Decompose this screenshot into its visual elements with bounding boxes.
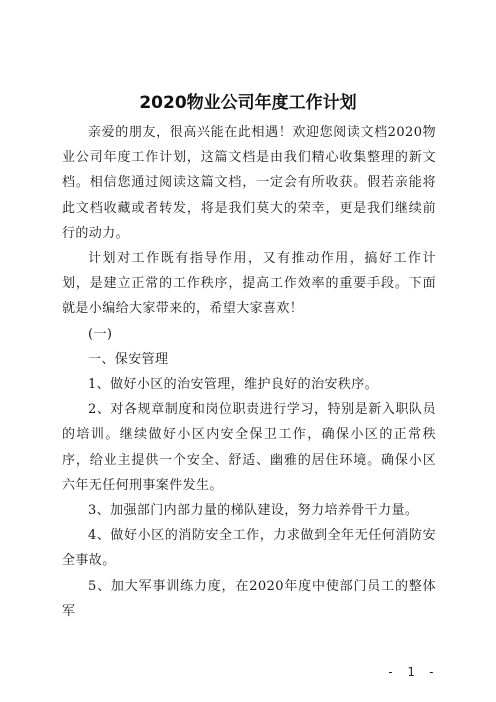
list-item-1: 1、做好小区的治安管理，维护良好的治安秩序。	[88, 377, 379, 393]
paragraph-plan-purpose: 计划对工作既有指导作用，又有推动作用，搞好工作计划，是建立正常的工作秩序，提高工作效率的重要手段。下面就是小编给大家带来的，希望大家喜欢！	[62, 251, 436, 317]
section-heading-security: 一、保安管理	[88, 351, 169, 367]
list-item-3: 3、加强部门内部力量的梯队建设，努力培养骨干力量。	[88, 503, 419, 519]
document-title: 2020物业公司年度工作计划	[139, 93, 357, 113]
list-item-2: 2、对各规章制度和岗位职责进行学习，特别是新入职队员的培训。继续做好小区内安全保卫工作，确保小区的正常秩序，给业主提供一个安全、舒适、幽雅的居住环境。确保小区六年无任何刑事案件发生。	[62, 402, 436, 493]
paragraph-intro: 亲爱的朋友，很高兴能在此相遇！欢迎您阅读文档2020物业公司年度工作计划，这篇文档是由我们精心收集整理的新文档。相信您通过阅读这篇文档，一定会有所收获。假若亲能将此文档收藏或者转发，将是我们莫大的荣幸，更是我们继续前行的动力。	[62, 125, 436, 241]
document-body	[62, 120, 436, 624]
page-number: - 1 -	[386, 665, 438, 679]
section-marker: (一)	[88, 326, 113, 342]
list-item-5: 5、加大军事训练力度，在2020年度中使部门员工的整体军	[62, 578, 436, 619]
list-item-4: 4、做好小区的消防安全工作，力求做到全年无任何消防安全事故。	[62, 528, 436, 569]
